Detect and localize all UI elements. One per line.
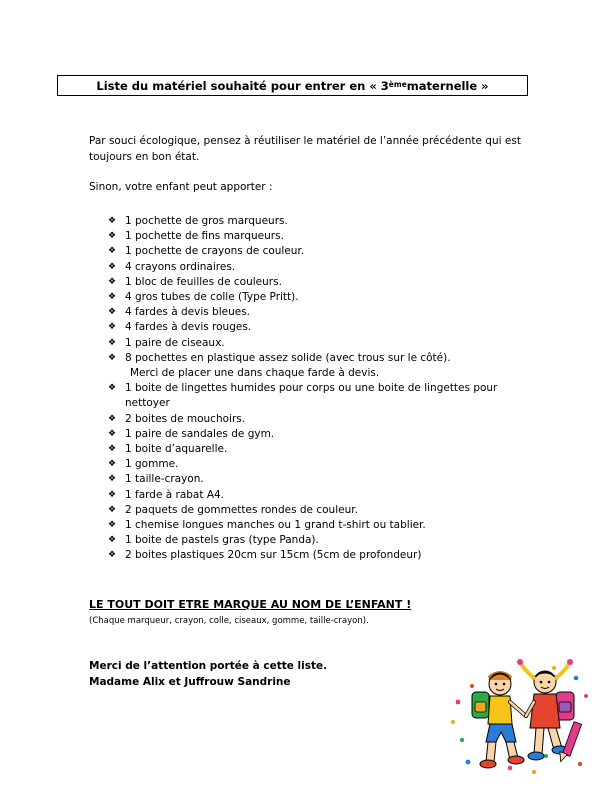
supply-list-item [108,336,508,351]
diamond-bullet-icon: ❖ [108,489,117,500]
supply-list-item [108,275,508,290]
diamond-bullet-icon: ❖ [108,383,117,394]
title-superscript: ème [388,80,407,89]
title-text-after: maternelle » [406,78,489,93]
supply-list-item [108,260,508,275]
supply-item-text: 1 taille-crayon. [125,473,204,486]
diamond-bullet-icon: ❖ [108,535,117,546]
supply-item-text: 1 pochette de fins marqueurs. [125,230,284,243]
supply-list [108,214,508,564]
supply-item-text: 2 boites plastiques 20cm sur 15cm (5cm de profondeur) [125,549,422,562]
diamond-bullet-icon: ❖ [108,550,117,561]
supply-list-item [108,548,508,563]
supply-item-text: 1 gomme. [125,458,179,471]
supply-item-text: 1 paire de sandales de gym. [125,427,275,440]
supply-list-item [108,229,508,244]
title-text-before: Liste du matériel souhaité pour entrer en « 3 [96,78,389,93]
supply-list-item [108,381,508,411]
supply-item-text: 4 fardes à devis rouges. [125,321,252,334]
diamond-bullet-icon: ❖ [108,276,117,287]
supply-list-item [108,351,508,381]
supply-item-text: 4 crayons ordinaires. [125,260,236,273]
diamond-bullet-icon: ❖ [108,246,117,257]
supply-list-item [108,244,508,259]
supply-list-item [108,518,508,533]
diamond-bullet-icon: ❖ [108,261,117,272]
diamond-bullet-icon: ❖ [108,413,117,424]
supply-item-text: 1 pochette de crayons de couleur. [125,245,305,258]
supply-item-text: 1 boite de lingettes humides pour corps ou une boite de lingettes pour nettoyer [125,382,498,410]
supply-list-item [108,412,508,427]
supply-list-item [108,472,508,487]
children-with-backpacks-illustration [450,652,592,777]
diamond-bullet-icon: ❖ [108,292,117,303]
document-title [57,75,528,96]
supply-list-item [108,427,508,442]
supply-list-item [108,488,508,503]
supply-list-item [108,305,508,320]
thanks-line: Merci de l’attention portée à cette liste. [89,660,328,672]
supply-item-text: 1 bloc de feuilles de couleurs. [125,275,282,288]
diamond-bullet-icon: ❖ [108,474,117,485]
boy-figure [472,671,526,768]
supply-list-item [108,290,508,305]
supply-list-item [108,533,508,548]
signature-line: Madame Alix et Juffrouw Sandrine [89,676,291,688]
sinon-line: Sinon, votre enfant peut apporter : [89,181,273,193]
supply-list-item [108,457,508,472]
supply-item-text: 1 boite de pastels gras (type Panda). [125,534,319,547]
diamond-bullet-icon: ❖ [108,504,117,515]
supply-item-text: 2 boites de mouchoirs. [125,412,246,425]
diamond-bullet-icon: ❖ [108,444,117,455]
diamond-bullet-icon: ❖ [108,337,117,348]
supply-item-note: Merci de placer une dans chaque farde à devis. [130,367,380,380]
supply-list-item [108,442,508,457]
supply-item-text: 1 pochette de gros marqueurs. [125,215,288,227]
supply-item-text: 8 pochettes en plastique assez solide (avec trous sur le côté). [125,351,451,364]
intro-paragraph: Par souci écologique, pensez à réutiliser le matériel de l’année précédente qui est toujours en bon état. [89,135,521,163]
diamond-bullet-icon: ❖ [108,352,117,363]
diamond-bullet-icon: ❖ [108,459,117,470]
diamond-bullet-icon: ❖ [108,520,117,531]
diamond-bullet-icon: ❖ [108,231,117,242]
supply-item-text: 1 boite d’aquarelle. [125,443,228,456]
supply-item-text: 1 chemise longues manches ou 1 grand t-shirt ou tablier. [125,519,426,532]
supply-item-text: 2 paquets de gommettes rondes de couleur. [125,503,358,516]
supply-item-text: 4 fardes à devis bleues. [125,306,251,319]
name-marking-examples: (Chaque marqueur, crayon, colle, ciseaux, gomme, taille-crayon). [89,616,369,626]
supply-item-text: 1 paire de ciseaux. [125,336,225,349]
supply-item-text: 1 farde à rabat A4. [125,488,225,501]
supply-item-text: 4 gros tubes de colle (Type Pritt). [125,291,299,304]
diamond-bullet-icon: ❖ [108,428,117,439]
closing-signature [89,658,327,690]
diamond-bullet-icon: ❖ [108,307,117,318]
supply-list-item [108,214,508,229]
diamond-bullet-icon: ❖ [108,216,117,226]
supply-list-item [108,320,508,335]
supply-list-item [108,503,508,518]
diamond-bullet-icon: ❖ [108,322,117,333]
name-marking-notice: LE TOUT DOIT ETRE MARQUE AU NOM DE L’ENFANT ! [89,598,412,611]
